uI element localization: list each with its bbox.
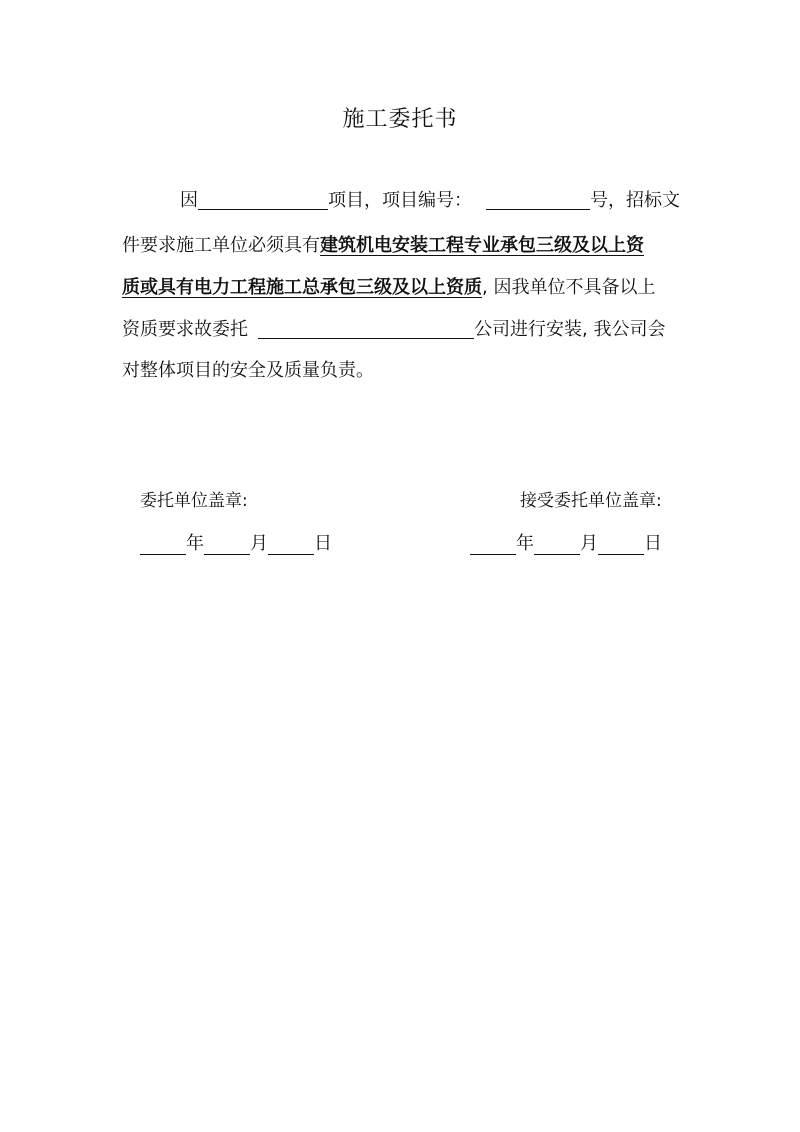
day-label: 日: [314, 533, 332, 554]
body-line-3: [122, 279, 682, 297]
line2-qualification: 建筑机电安装工程专业承包三级及以上资: [320, 235, 644, 256]
line4-suffix: 公司进行安装, 我公司会: [474, 319, 666, 340]
client-seal-label: 委托单位盖章:: [140, 491, 248, 511]
body-line-2: [122, 237, 682, 255]
line2-normal: 件要求施工单位必须具有: [122, 235, 320, 256]
year-label: 年: [186, 533, 204, 554]
contractor-date: [470, 529, 662, 555]
line1-mid: 项目，项目编号：: [328, 190, 472, 211]
line3-normal: , 因我单位不具备以上: [482, 277, 656, 298]
body-line-4: [122, 321, 682, 339]
company-name-blank: [258, 321, 474, 339]
line1-prefix: 因: [180, 190, 198, 211]
contractor-seal-label: 接受委托单位盖章:: [520, 491, 662, 511]
line3-qualification: 质或具有电力工程施工总承包三级及以上资质: [122, 277, 482, 298]
project-name-blank: [198, 192, 328, 210]
project-number-blank: [486, 192, 590, 210]
line4-prefix: 资质要求故委托: [122, 319, 248, 340]
client-date: [140, 529, 332, 555]
year-label: 年: [516, 533, 534, 554]
month-label: 月: [250, 533, 268, 554]
month-blank: [204, 537, 250, 555]
month-blank: [534, 537, 580, 555]
day-label: 日: [644, 533, 662, 554]
body-line-5: 对整体项目的安全及质量负责。: [122, 360, 374, 381]
document-title: 施工委托书: [342, 107, 458, 132]
body-line-1: [122, 192, 682, 210]
year-blank: [470, 537, 516, 555]
year-blank: [140, 537, 186, 555]
day-blank: [268, 537, 314, 555]
month-label: 月: [580, 533, 598, 554]
line1-suffix: 号，招标文: [590, 190, 680, 211]
day-blank: [598, 537, 644, 555]
